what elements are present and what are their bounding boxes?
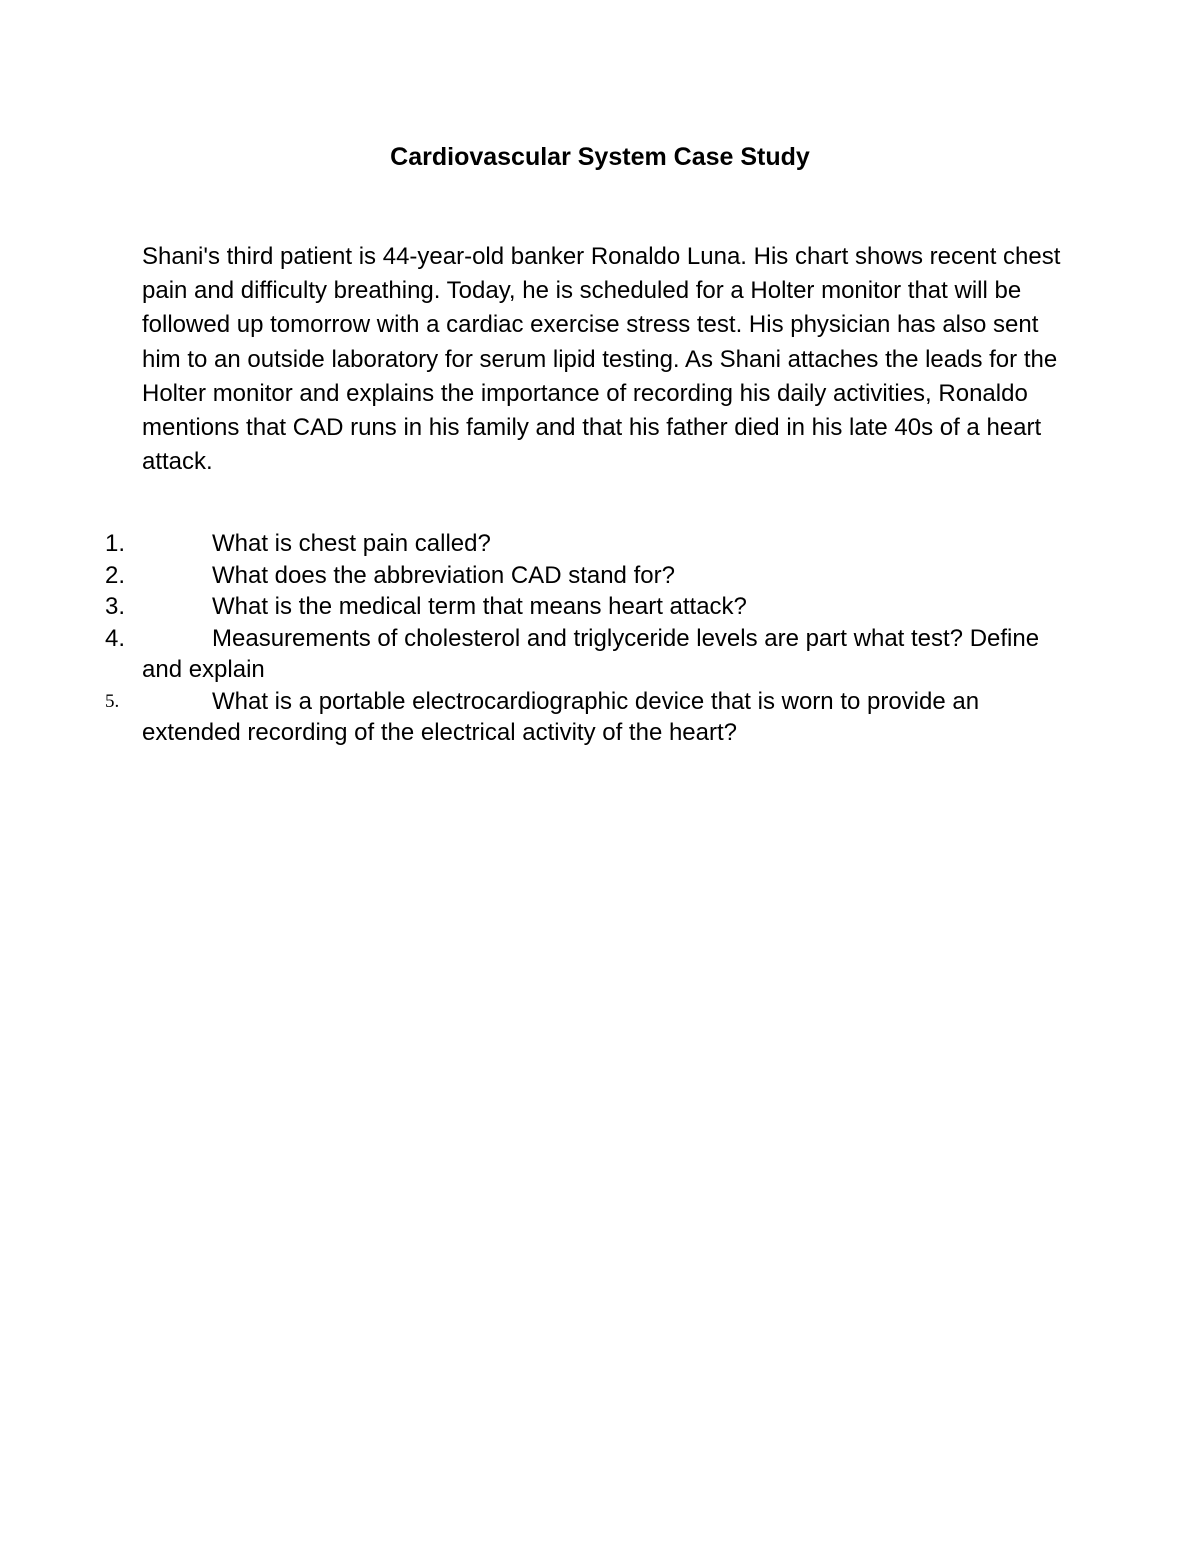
question-item	[0, 560, 1072, 592]
question-item	[0, 623, 1072, 686]
question-text: Measurements of cholesterol and triglyceride levels are part what test? Define and explain	[142, 624, 1040, 683]
document-title: Cardiovascular System Case Study	[390, 143, 810, 171]
question-item	[0, 591, 1072, 623]
question-number: 5.	[105, 690, 120, 712]
question-number: 2.	[105, 561, 126, 589]
case-paragraph: Shani's third patient is 44-year-old banker Ronaldo Luna. His chart shows recent chest pain and difficulty breathing. Today, he is scheduled for a Holter monitor that will be followed up tomorrow with a cardiac exercise stress test. His physician has also sent him to an outside laboratory for serum lipid testing. As Shani attaches the leads for the Holter monitor and explains the importance of recording his daily activities, Ronaldo mentions that CAD runs in his family and that his father died in his late 40s of a heart attack.	[142, 243, 1061, 476]
question-text: What is a portable electrocardiographic device that is worn to provide an extended recording of the electrical activity of the heart?	[142, 687, 980, 746]
question-number: 3.	[105, 593, 126, 620]
question-text: What is the medical term that means heart attack?	[212, 593, 747, 620]
question-number: 4.	[105, 624, 126, 652]
question-text: What is chest pain called?	[212, 530, 491, 557]
question-item	[0, 528, 1072, 560]
question-text: What does the abbreviation CAD stand for?	[212, 561, 675, 589]
question-number: 1.	[105, 530, 126, 557]
question-list	[0, 528, 1200, 749]
question-item	[0, 686, 1072, 749]
